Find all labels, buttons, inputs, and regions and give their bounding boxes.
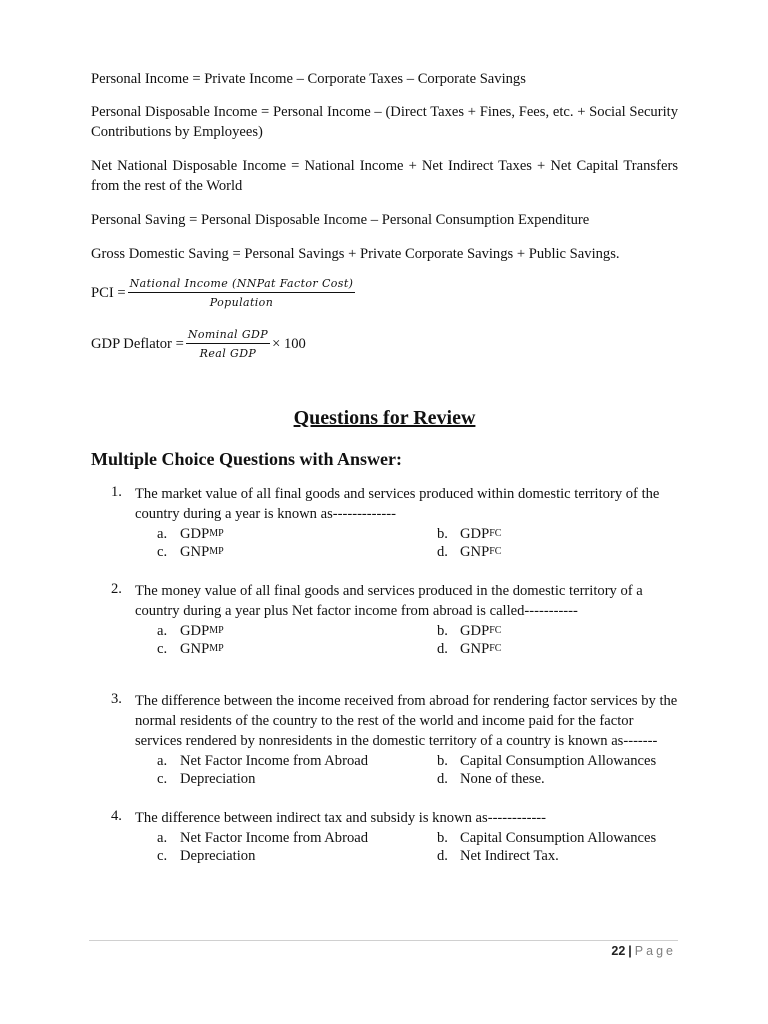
gdp-deflator-formula xyxy=(91,328,306,360)
question-text: The difference between the income received from abroad for rendering factor services by the normal residents of the country to the rest of the world and income paid for the factor services rendered by nonresidents in the domestic territory of a country is known as------- xyxy=(135,693,678,749)
option-a: a. GDP MP xyxy=(157,623,224,639)
pci-fraction xyxy=(128,277,356,309)
review-title: Questions for Review xyxy=(293,407,476,429)
option-a: a. Net Factor Income from Abroad xyxy=(157,830,369,846)
question-4 xyxy=(111,808,678,865)
pci-formula xyxy=(91,277,357,309)
option-b: b. Capital Consumption Allowances xyxy=(437,753,657,769)
option-c: c. Depreciation xyxy=(157,848,256,864)
gdp-deflator-denominator: Real GDP xyxy=(199,347,257,360)
formula-net-national-disposable-income: Net National Disposable Income = National Income + Net Indirect Taxes + Net Capital Transfers from the rest of the World xyxy=(91,158,678,194)
option-b: b. GDP FC xyxy=(437,623,502,639)
options-grid xyxy=(157,525,678,561)
formula-personal-disposable-income: Personal Disposable Income = Personal Income – (Direct Taxes + Fines, Fees, etc. + Social Security Contributions by Employees) xyxy=(91,104,678,140)
question-text: The difference between indirect tax and subsidy is known as------------ xyxy=(135,810,547,826)
options-grid xyxy=(157,622,678,658)
question-3 xyxy=(111,691,678,788)
question-text: The money value of all final goods and services produced in the domestic territory of a country during a year plus Net factor income from abroad is called----------- xyxy=(135,583,643,619)
option-b: b. Capital Consumption Allowances xyxy=(437,830,657,846)
question-1 xyxy=(111,484,678,561)
option-b: b. GDP FC xyxy=(437,526,502,542)
question-number: 4. xyxy=(111,808,122,824)
question-number: 1. xyxy=(111,484,122,500)
page-footer xyxy=(611,944,676,958)
option-d: d. None of these. xyxy=(437,771,545,787)
option-c: c. GNP MP xyxy=(157,544,224,560)
option-c: c. Depreciation xyxy=(157,771,256,787)
question-number: 3. xyxy=(111,691,122,707)
page-label: Page xyxy=(634,944,676,958)
option-d: d. GNP FC xyxy=(437,544,502,560)
options-grid xyxy=(157,829,678,865)
option-a: a. Net Factor Income from Abroad xyxy=(157,753,369,769)
gdp-deflator-suffix: × 100 xyxy=(272,335,306,352)
footer-divider xyxy=(89,940,678,941)
options-grid xyxy=(157,752,678,788)
pci-label: PCI = xyxy=(91,284,126,301)
gdp-deflator-fraction xyxy=(186,328,270,360)
mcq-heading: Multiple Choice Questions with Answer: xyxy=(91,449,403,469)
question-text: The market value of all final goods and services produced within domestic territory of the country during a year is known as------------- xyxy=(135,486,660,522)
option-c: c. GNP MP xyxy=(157,641,224,657)
formula-personal-saving: Personal Saving = Personal Disposable Income – Personal Consumption Expenditure xyxy=(91,212,590,228)
gdp-deflator-numerator: Nominal GDP xyxy=(186,328,270,344)
option-d: d. Net Indirect Tax. xyxy=(437,848,559,864)
formula-gross-domestic-saving: Gross Domestic Saving = Personal Savings + Private Corporate Savings + Public Savings. xyxy=(91,246,620,262)
gdp-deflator-label: GDP Deflator = xyxy=(91,335,184,352)
formula-personal-income: Personal Income = Private Income – Corporate Taxes – Corporate Savings xyxy=(91,71,526,87)
option-d: d. GNP FC xyxy=(437,641,502,657)
page-number: 22 xyxy=(611,944,626,958)
footer-separator: | xyxy=(628,944,632,958)
option-a: a. GDP MP xyxy=(157,526,224,542)
question-number: 2. xyxy=(111,581,122,597)
pci-denominator: Population xyxy=(209,296,274,309)
question-2 xyxy=(111,581,678,658)
pci-numerator: National Income (NNPat Factor Cost) xyxy=(128,277,356,293)
